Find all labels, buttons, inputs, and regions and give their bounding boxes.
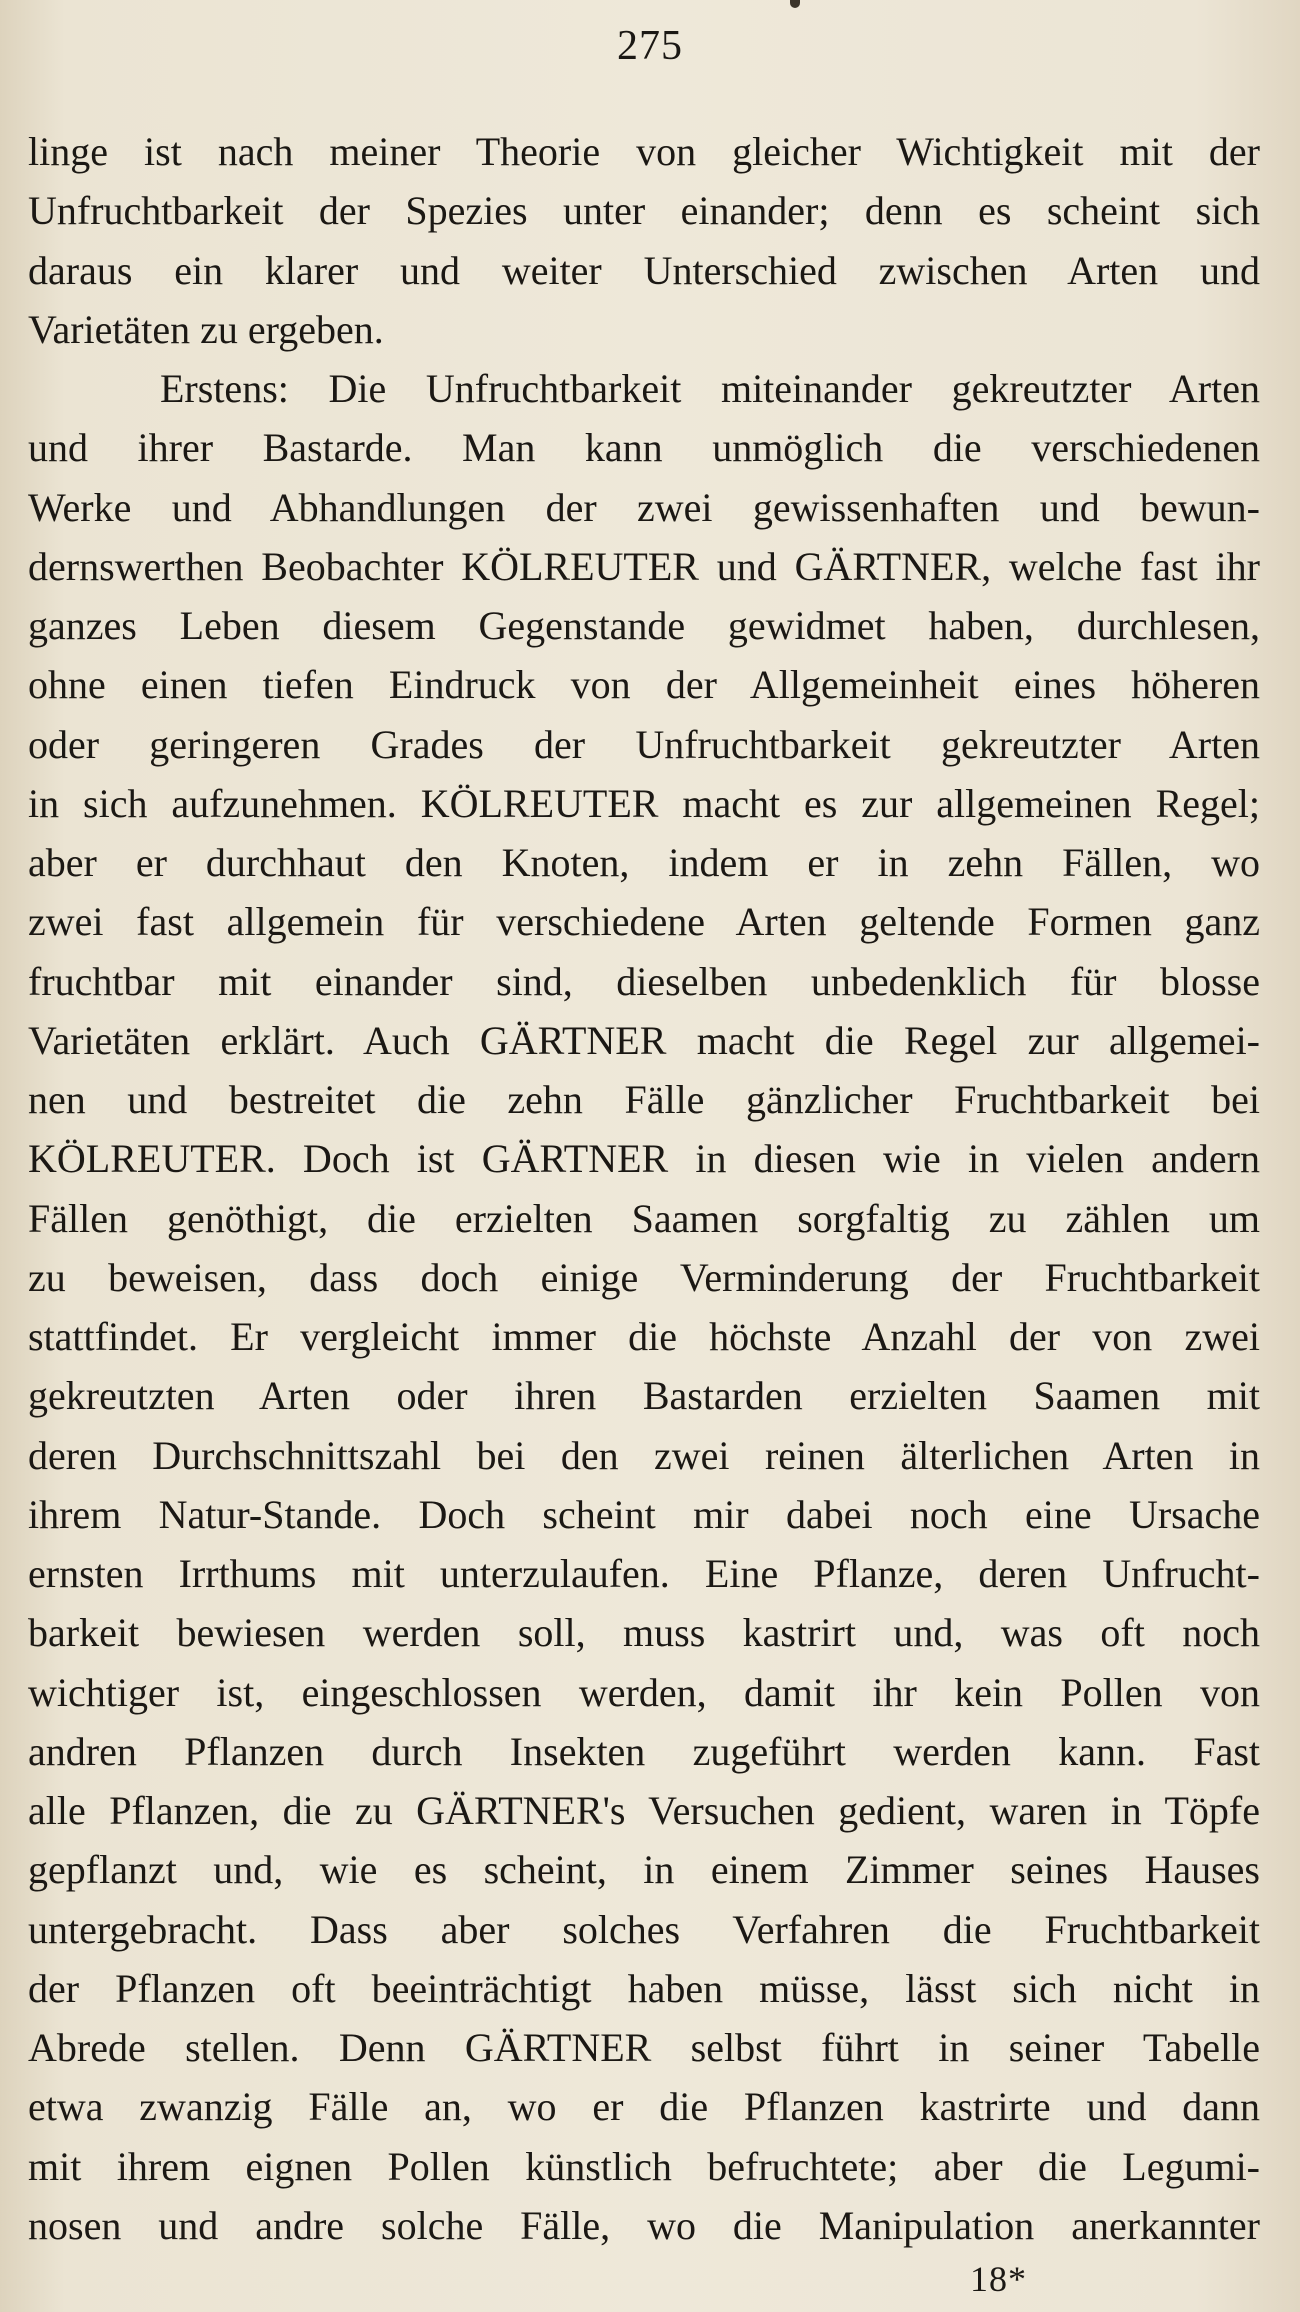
- ink-mark: [790, 0, 800, 8]
- text-line: oder geringeren Grades der Unfruchtbarkeit gekreutzter Arten: [28, 721, 1260, 767]
- text-line: in sich aufzunehmen. KÖLREUTER macht es zur allgemeinen Regel;: [28, 780, 1260, 826]
- text-line: der Pflanzen oft beeinträchtigt haben müsse, lässt sich nicht in: [28, 1965, 1260, 2011]
- text-line: KÖLREUTER. Doch ist GÄRTNER in diesen wie in vielen andern: [28, 1136, 1260, 1182]
- signature-mark: 18*: [970, 2259, 1027, 2299]
- text-line: Fällen genöthigt, die erzielten Saamen sorgfaltig zu zählen um: [28, 1195, 1260, 1241]
- text-line: Varietäten zu ergeben.: [28, 306, 384, 352]
- text-line: fruchtbar mit einander sind, dieselben unbedenklich für blosse: [28, 958, 1260, 1004]
- text-line: ihrem Natur-Stande. Doch scheint mir dabei noch eine Ursache: [28, 1491, 1260, 1537]
- text-line: Erstens: Die Unfruchtbarkeit miteinander gekreutzter Arten: [160, 366, 1260, 411]
- text-line: andren Pflanzen durch Insekten zugeführt werden kann. Fast: [28, 1728, 1260, 1774]
- text-line: ohne einen tiefen Eindruck von der Allgemeinheit eines höheren: [28, 662, 1260, 708]
- body-text: [28, 128, 1260, 2261]
- text-line: ganzes Leben diesem Gegenstande gewidmet haben, durchlesen,: [28, 603, 1260, 648]
- page-number: 275: [617, 23, 683, 69]
- text-line: untergebracht. Dass aber solches Verfahren die Fruchtbarkeit: [28, 1906, 1260, 1952]
- text-line: nosen und andre solche Fälle, wo die Manipulation anerkannter: [28, 2202, 1260, 2248]
- text-line: Abrede stellen. Denn GÄRTNER selbst führt in seiner Tabelle: [28, 2025, 1260, 2070]
- text-line: dernswerthen Beobachter KÖLREUTER und GÄRTNER, welche fast ihr: [28, 543, 1260, 589]
- text-line: linge ist nach meiner Theorie von gleicher Wichtigkeit mit der: [28, 129, 1260, 174]
- text-line: Varietäten erklärt. Auch GÄRTNER macht die Regel zur allgemei-: [28, 1017, 1260, 1063]
- text-line: wichtiger ist, eingeschlossen werden, damit ihr kein Pollen von: [28, 1669, 1260, 1715]
- text-line: zu beweisen, dass doch einige Verminderung der Fruchtbarkeit: [28, 1254, 1260, 1300]
- text-line: mit ihrem eignen Pollen künstlich befruchtete; aber die Legumi-: [28, 2143, 1260, 2189]
- text-line: nen und bestreitet die zehn Fälle gänzlicher Fruchtbarkeit bei: [28, 1077, 1260, 1122]
- text-line: barkeit bewiesen werden soll, muss kastrirt und, was oft noch: [28, 1610, 1260, 1656]
- text-line: alle Pflanzen, die zu GÄRTNER's Versuchen gedient, waren in Töpfe: [28, 1788, 1260, 1833]
- text-line: stattfindet. Er vergleicht immer die höchste Anzahl der von zwei: [28, 1314, 1260, 1359]
- text-line: ernsten Irrthums mit unterzulaufen. Eine Pflanze, deren Unfrucht-: [28, 1551, 1260, 1596]
- text-line: Werke und Abhandlungen der zwei gewissenhaften und bewun-: [28, 484, 1260, 530]
- text-line: deren Durchschnittszahl bei den zwei reinen älterlichen Arten in: [28, 1432, 1260, 1478]
- text-line: aber er durchhaut den Knoten, indem er in zehn Fällen, wo: [28, 840, 1260, 885]
- text-line: Unfruchtbarkeit der Spezies unter einander; denn es scheint sich: [28, 188, 1260, 234]
- text-line: gepflanzt und, wie es scheint, in einem Zimmer seines Hauses: [28, 1847, 1260, 1893]
- text-line: daraus ein klarer und weiter Unterschied zwischen Arten und: [28, 247, 1260, 293]
- text-line: gekreutzten Arten oder ihren Bastarden erzielten Saamen mit: [28, 1373, 1260, 1419]
- text-line: und ihrer Bastarde. Man kann unmöglich die verschiedenen: [28, 425, 1260, 471]
- text-line: etwa zwanzig Fälle an, wo er die Pflanzen kastrirte und dann: [28, 2084, 1260, 2130]
- text-line: zwei fast allgemein für verschiedene Arten geltende Formen ganz: [28, 899, 1260, 945]
